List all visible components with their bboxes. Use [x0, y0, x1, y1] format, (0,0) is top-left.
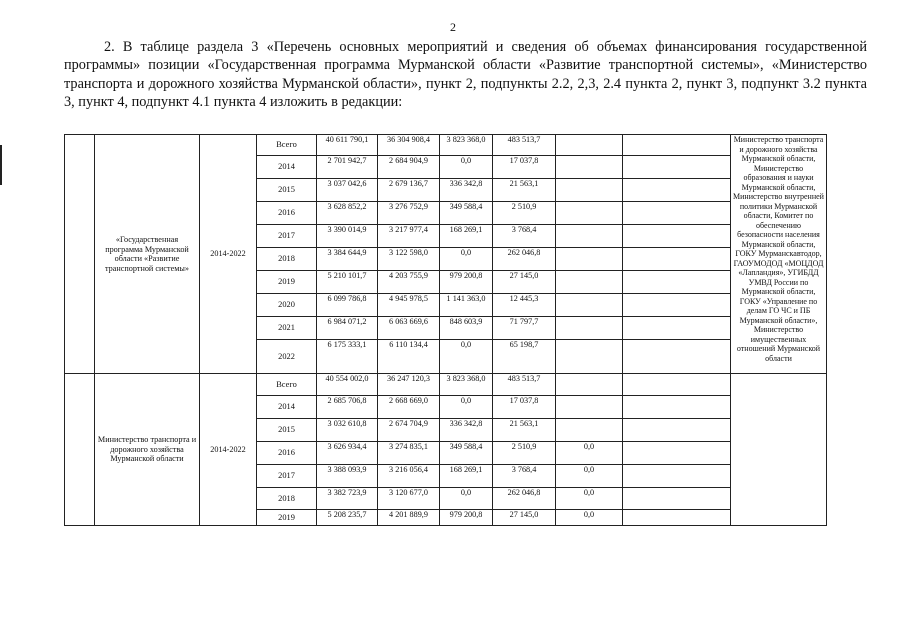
total-cell: 40 554 002,0: [317, 374, 378, 396]
table-body: [65, 135, 827, 526]
total-cell: 6 984 071,2: [317, 317, 378, 340]
local-budget-cell: 65 198,7: [493, 340, 556, 374]
federal-budget-cell: 349 588,4: [440, 202, 493, 225]
year-cell: 2018: [257, 248, 317, 271]
indicator-cell: [623, 374, 731, 396]
indicator-cell: [623, 156, 731, 179]
other-sources-cell: 0,0: [556, 488, 623, 510]
total-cell: 40 611 790,1: [317, 135, 378, 156]
federal-budget-cell: 3 823 368,0: [440, 135, 493, 156]
total-cell: 2 701 942,7: [317, 156, 378, 179]
other-sources-cell: [556, 419, 623, 442]
item-name: «Государственная программа Мурманской области «Развитие транспортной системы»: [95, 135, 200, 374]
indicator-cell: [623, 248, 731, 271]
year-cell: 2014: [257, 156, 317, 179]
total-cell: 3 037 042,6: [317, 179, 378, 202]
year-cell: 2016: [257, 442, 317, 465]
indicator-cell: [623, 317, 731, 340]
local-budget-cell: 17 037,8: [493, 396, 556, 419]
federal-budget-cell: 1 141 363,0: [440, 294, 493, 317]
regional-budget-cell: 36 304 908,4: [378, 135, 440, 156]
federal-budget-cell: 979 200,8: [440, 271, 493, 294]
local-budget-cell: 12 445,3: [493, 294, 556, 317]
local-budget-cell: 483 513,7: [493, 135, 556, 156]
indicator-cell: [623, 396, 731, 419]
year-cell: Всего: [257, 374, 317, 396]
regional-budget-cell: 6 110 134,4: [378, 340, 440, 374]
other-sources-cell: [556, 317, 623, 340]
total-cell: 3 390 014,9: [317, 225, 378, 248]
other-sources-cell: [556, 294, 623, 317]
regional-budget-cell: 6 063 669,6: [378, 317, 440, 340]
other-sources-cell: [556, 202, 623, 225]
federal-budget-cell: 0,0: [440, 156, 493, 179]
local-budget-cell: 71 797,7: [493, 317, 556, 340]
local-budget-cell: 3 768,4: [493, 465, 556, 488]
local-budget-cell: 3 768,4: [493, 225, 556, 248]
amendment-paragraph: 2. В таблице раздела 3 «Перечень основных мероприятий и сведения об объемах финансирования государственной программы» позиции «Государственная программа Мурманской области «Развитие транспортной системы», «Министерство транспорта и дорожного хозяйства Мурманской области», пункт 2, подпункты 2.2, 2,3, 2.4 пункта 2, пункт 3, подпункт 3.2 пункта 3, пункт 4, подпункт 4.1 пункта 4 изложить в редакции:: [64, 39, 867, 110]
regional-budget-cell: 4 201 889,9: [378, 510, 440, 526]
indicator-cell: [623, 510, 731, 526]
indicator-cell: [623, 179, 731, 202]
total-cell: 5 208 235,7: [317, 510, 378, 526]
other-sources-cell: [556, 396, 623, 419]
regional-budget-cell: 3 274 835,1: [378, 442, 440, 465]
regional-budget-cell: 36 247 120,3: [378, 374, 440, 396]
federal-budget-cell: 0,0: [440, 340, 493, 374]
federal-budget-cell: 0,0: [440, 396, 493, 419]
other-sources-cell: [556, 179, 623, 202]
year-cell: 2014: [257, 396, 317, 419]
row-number-cell: [65, 135, 95, 374]
total-cell: 3 032 610,8: [317, 419, 378, 442]
year-cell: 2016: [257, 202, 317, 225]
local-budget-cell: 2 510,9: [493, 442, 556, 465]
local-budget-cell: 262 046,8: [493, 248, 556, 271]
local-budget-cell: 27 145,0: [493, 271, 556, 294]
regional-budget-cell: 2 679 136,7: [378, 179, 440, 202]
federal-budget-cell: 336 342,8: [440, 179, 493, 202]
local-budget-cell: 17 037,8: [493, 156, 556, 179]
regional-budget-cell: 2 668 669,0: [378, 396, 440, 419]
regional-budget-cell: 2 684 904,9: [378, 156, 440, 179]
responsible-executors: [731, 374, 827, 526]
indicator-cell: [623, 294, 731, 317]
other-sources-cell: [556, 374, 623, 396]
indicator-cell: [623, 225, 731, 248]
other-sources-cell: [556, 156, 623, 179]
table-row: [65, 135, 827, 156]
total-cell: 3 384 644,9: [317, 248, 378, 271]
indicator-cell: [623, 419, 731, 442]
regional-budget-cell: 4 945 978,5: [378, 294, 440, 317]
indicator-cell: [623, 442, 731, 465]
year-cell: Всего: [257, 135, 317, 156]
other-sources-cell: [556, 271, 623, 294]
local-budget-cell: 21 563,1: [493, 179, 556, 202]
indicator-cell: [623, 488, 731, 510]
regional-budget-cell: 3 120 677,0: [378, 488, 440, 510]
year-cell: 2015: [257, 419, 317, 442]
year-cell: 2019: [257, 510, 317, 526]
regional-budget-cell: 3 216 056,4: [378, 465, 440, 488]
year-cell: 2022: [257, 340, 317, 374]
total-cell: 6 175 333,1: [317, 340, 378, 374]
year-cell: 2017: [257, 465, 317, 488]
total-cell: 3 382 723,9: [317, 488, 378, 510]
local-budget-cell: 2 510,9: [493, 202, 556, 225]
other-sources-cell: 0,0: [556, 465, 623, 488]
other-sources-cell: [556, 225, 623, 248]
indicator-cell: [623, 135, 731, 156]
year-cell: 2020: [257, 294, 317, 317]
implementation-period: 2014-2022: [200, 135, 257, 374]
implementation-period: 2014-2022: [200, 374, 257, 526]
financing-table: [64, 134, 827, 526]
regional-budget-cell: 2 674 704,9: [378, 419, 440, 442]
page-number: 2: [450, 20, 456, 34]
other-sources-cell: [556, 135, 623, 156]
federal-budget-cell: 979 200,8: [440, 510, 493, 526]
indicator-cell: [623, 202, 731, 225]
responsible-executors: Министерство транспорта и дорожного хозяйства Мурманской области, Министерство образования и науки Мурманской области, Министерство внутренней политики Мурманской области, Комитет по обеспечению безопасности населения Мурманской области, ГОКУ Мурманскавтодор, ГАОУМОДОД «МОЦДОД «Лапландия», УГИБДД УМВД России по Мурманской области, ГОКУ «Управление по делам ГО ЧС и ПБ Мурманской области», Министерство имущественных отношений Мурманской области: [731, 135, 827, 374]
other-sources-cell: [556, 248, 623, 271]
federal-budget-cell: 0,0: [440, 248, 493, 271]
other-sources-cell: 0,0: [556, 442, 623, 465]
federal-budget-cell: 0,0: [440, 488, 493, 510]
regional-budget-cell: 3 217 977,4: [378, 225, 440, 248]
total-cell: 2 685 706,8: [317, 396, 378, 419]
federal-budget-cell: 848 603,9: [440, 317, 493, 340]
regional-budget-cell: 4 203 755,9: [378, 271, 440, 294]
federal-budget-cell: 336 342,8: [440, 419, 493, 442]
year-cell: 2015: [257, 179, 317, 202]
other-sources-cell: [556, 340, 623, 374]
year-cell: 2018: [257, 488, 317, 510]
regional-budget-cell: 3 276 752,9: [378, 202, 440, 225]
total-cell: 3 626 934,4: [317, 442, 378, 465]
federal-budget-cell: 3 823 368,0: [440, 374, 493, 396]
margin-mark: [0, 145, 2, 185]
item-name: Министерство транспорта и дорожного хозяйства Мурманской области: [95, 374, 200, 526]
total-cell: 6 099 786,8: [317, 294, 378, 317]
year-cell: 2021: [257, 317, 317, 340]
local-budget-cell: 27 145,0: [493, 510, 556, 526]
local-budget-cell: 21 563,1: [493, 419, 556, 442]
federal-budget-cell: 168 269,1: [440, 225, 493, 248]
indicator-cell: [623, 340, 731, 374]
other-sources-cell: 0,0: [556, 510, 623, 526]
total-cell: 5 210 101,7: [317, 271, 378, 294]
total-cell: 3 628 852,2: [317, 202, 378, 225]
local-budget-cell: 483 513,7: [493, 374, 556, 396]
total-cell: 3 388 093,9: [317, 465, 378, 488]
year-cell: 2019: [257, 271, 317, 294]
year-cell: 2017: [257, 225, 317, 248]
regional-budget-cell: 3 122 598,0: [378, 248, 440, 271]
local-budget-cell: 262 046,8: [493, 488, 556, 510]
indicator-cell: [623, 271, 731, 294]
federal-budget-cell: 168 269,1: [440, 465, 493, 488]
indicator-cell: [623, 465, 731, 488]
federal-budget-cell: 349 588,4: [440, 442, 493, 465]
table-row: [65, 374, 827, 396]
row-number-cell: [65, 374, 95, 526]
